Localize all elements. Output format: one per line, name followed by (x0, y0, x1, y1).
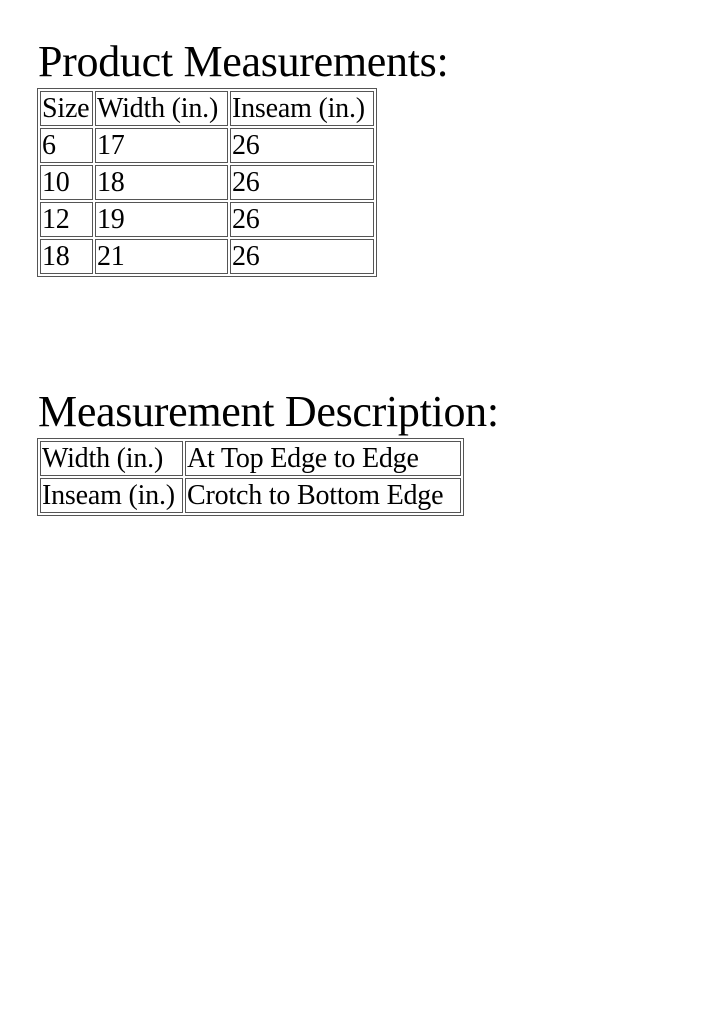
table-row (40, 441, 461, 476)
cell-measurement-description: Crotch to Bottom Edge (185, 478, 461, 513)
header-width: Width (in.) (95, 91, 228, 126)
cell-size: 6 (40, 128, 93, 163)
measurement-description-title: Measurement Description: (38, 387, 499, 436)
cell-inseam: 26 (230, 165, 374, 200)
product-measurements-table (37, 88, 377, 277)
table-row (40, 478, 461, 513)
cell-width: 17 (95, 128, 228, 163)
table-row (40, 239, 374, 274)
table-row (40, 128, 374, 163)
cell-size: 18 (40, 239, 93, 274)
cell-measurement-description: At Top Edge to Edge (185, 441, 461, 476)
measurement-description-section (38, 388, 499, 516)
measurement-description-table (37, 438, 464, 516)
cell-measurement-name: Inseam (in.) (40, 478, 183, 513)
cell-size: 12 (40, 202, 93, 237)
header-size: Size (40, 91, 93, 126)
header-inseam: Inseam (in.) (230, 91, 374, 126)
cell-inseam: 26 (230, 128, 374, 163)
table-row (40, 202, 374, 237)
table-row (40, 165, 374, 200)
cell-inseam: 26 (230, 202, 374, 237)
cell-inseam: 26 (230, 239, 374, 274)
cell-width: 18 (95, 165, 228, 200)
product-measurements-section (38, 38, 448, 277)
cell-measurement-name: Width (in.) (40, 441, 183, 476)
product-measurements-title: Product Measurements: (38, 37, 449, 86)
cell-size: 10 (40, 165, 93, 200)
cell-width: 21 (95, 239, 228, 274)
table-header-row (40, 91, 374, 126)
cell-width: 19 (95, 202, 228, 237)
